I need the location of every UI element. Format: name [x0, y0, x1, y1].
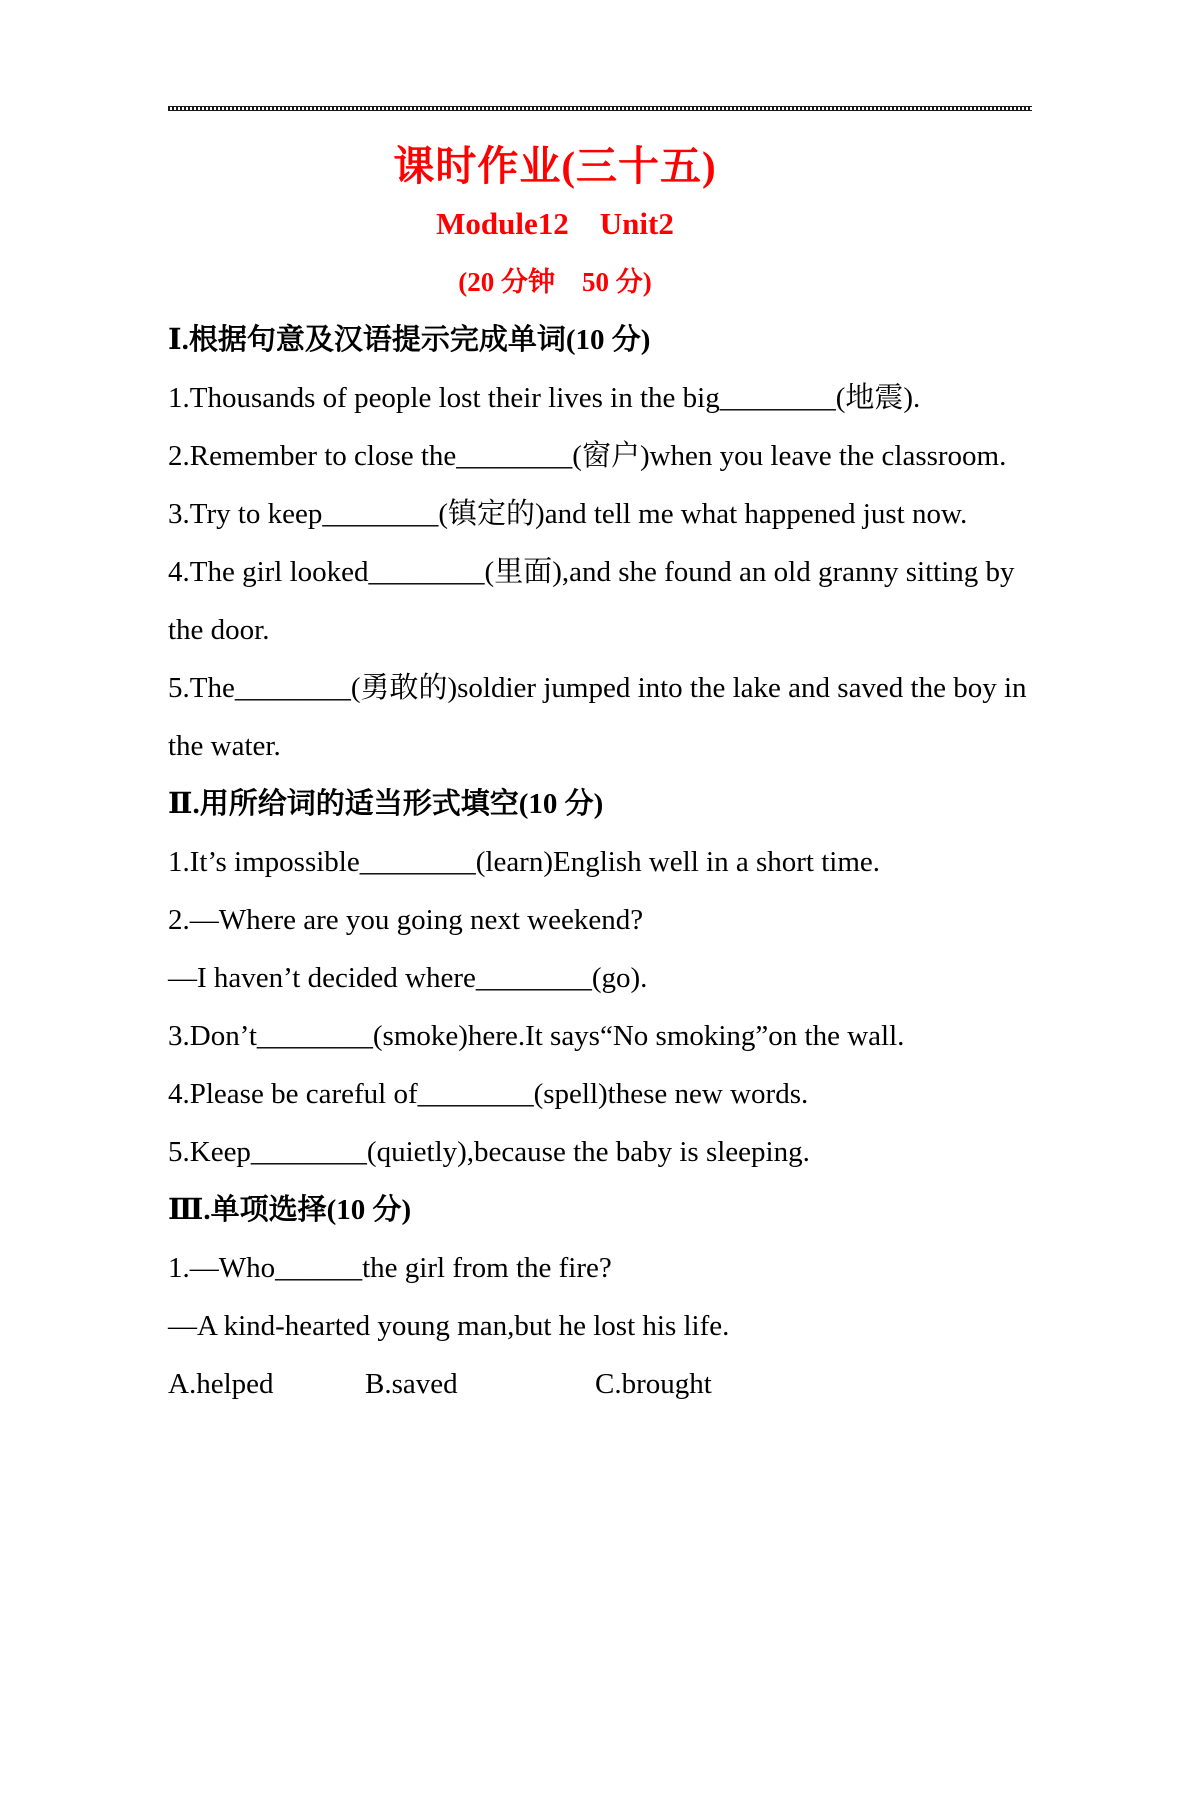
- header-rule: [168, 106, 1032, 111]
- question-line-reply: —A kind-hearted young man,but he lost his life.: [168, 1310, 730, 1342]
- question-line: 5.Keep________(quietly),because the baby is sleeping.: [168, 1136, 810, 1168]
- section-word-completion: [168, 311, 1032, 775]
- question-line: 3.Try to keep________(镇定的)and tell me what happened just now.: [168, 498, 968, 530]
- question-line: 4.The girl looked________(里面),and she found an old granny sitting by: [168, 556, 1015, 588]
- worksheet-header: [168, 137, 1032, 311]
- question-line: 5.The________(勇敢的)soldier jumped into the lake and saved the boy in: [168, 672, 1027, 704]
- module-subtitle: Module12 Unit2: [436, 206, 674, 241]
- question-line: 2.Remember to close the________(窗户)when you leave the classroom.: [168, 440, 1007, 472]
- worksheet-page: [0, 106, 1200, 1804]
- option-a: A.helped: [168, 1368, 274, 1400]
- question-line: 1.Thousands of people lost their lives in the big________(地震).: [168, 382, 921, 414]
- choice-options-row: [168, 1355, 1032, 1413]
- section-multiple-choice: [168, 1181, 1032, 1413]
- option-c: C.brought: [595, 1368, 712, 1400]
- section-heading: Ⅱ.用所给词的适当形式填空(10 分): [168, 788, 604, 820]
- question-line-reply: —I haven’t decided where________(go).: [168, 962, 648, 994]
- question-line: 1.It’s impossible________(learn)English well in a short time.: [168, 846, 881, 878]
- question-line-continuation: the water.: [168, 730, 281, 762]
- section-word-forms: [168, 775, 1032, 1181]
- time-score-meta: (20 分钟 50 分): [458, 267, 652, 297]
- page-title: 课时作业(三十五): [393, 143, 717, 189]
- option-b: B.saved: [365, 1368, 458, 1400]
- question-line-continuation: the door.: [168, 614, 270, 646]
- section-heading: Ⅲ.单项选择(10 分): [168, 1194, 412, 1226]
- question-line: 1.—Who______the girl from the fire?: [168, 1252, 612, 1284]
- question-line: 3.Don’t________(smoke)here.It says“No smoking”on the wall.: [168, 1020, 905, 1052]
- question-line: 2.—Where are you going next weekend?: [168, 904, 644, 936]
- section-heading: Ⅰ.根据句意及汉语提示完成单词(10 分): [168, 324, 651, 356]
- question-line: 4.Please be careful of________(spell)these new words.: [168, 1078, 809, 1110]
